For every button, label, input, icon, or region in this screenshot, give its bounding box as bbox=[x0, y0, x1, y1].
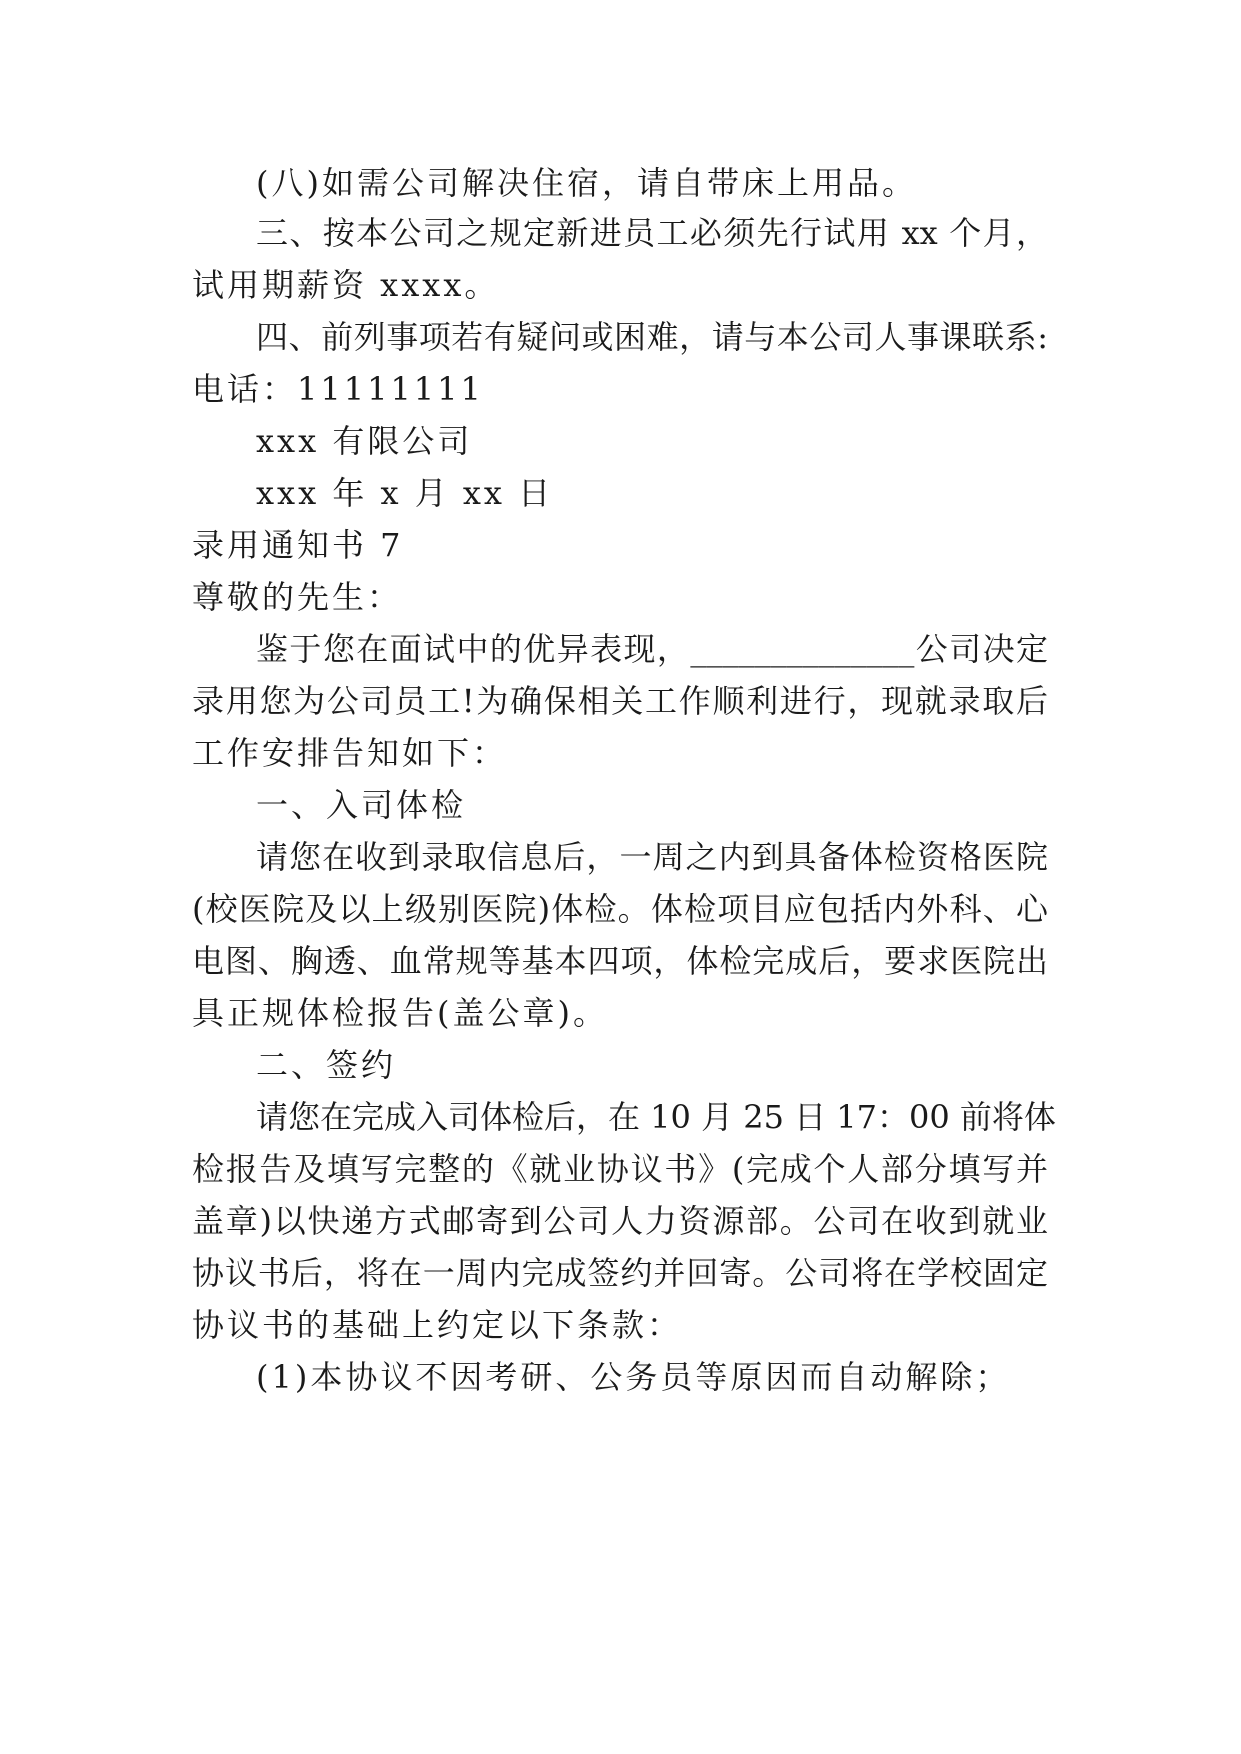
paragraph-probation-line-2: 试用期薪资 xxxx。 bbox=[192, 266, 500, 304]
signing-line-4: 协议书后，将在一周内完成签约并回寄。公司将在学校固定 bbox=[192, 1254, 1048, 1292]
item-heading-signing: 二、签约 bbox=[256, 1046, 397, 1084]
salutation: 尊敬的先生： bbox=[192, 578, 403, 616]
paragraph-housing-note: (八)如需公司解决住宿，请自带床上用品。 bbox=[256, 164, 917, 202]
medical-line-2: (校医院及以上级别医院)体检。体检项目应包括内外科、心 bbox=[192, 890, 1048, 928]
signing-line-2: 检报告及填写完整的《就业协议书》(完成个人部分填写并 bbox=[192, 1150, 1048, 1188]
medical-line-4: 具正规体检报告(盖公章)。 bbox=[192, 994, 608, 1032]
medical-line-1: 请您在收到录取信息后，一周之内到具备体检资格医院 bbox=[256, 838, 1048, 876]
signing-line-1: 请您在完成入司体检后，在 10 月 25 日 17：00 前将体 bbox=[256, 1098, 1056, 1136]
intro-line-3: 工作安排告知如下： bbox=[192, 734, 508, 772]
company-signature: xxx 有限公司 bbox=[256, 422, 473, 460]
contact-phone: 电话：11111111 bbox=[192, 370, 484, 408]
paragraph-probation-line-1: 三、按本公司之规定新进员工必须先行试用 xx 个月， bbox=[256, 214, 1048, 252]
intro-line-1: 鉴于您在面试中的优异表现，______________公司决定 bbox=[256, 630, 1048, 668]
item-heading-medical: 一、入司体检 bbox=[256, 786, 467, 824]
intro-line-2: 录用您为公司员工!为确保相关工作顺利进行，现就录取后 bbox=[192, 682, 1048, 720]
clause-1: (1)本协议不因考研、公务员等原因而自动解除； bbox=[256, 1358, 1011, 1396]
signature-date: xxx 年 x 月 xx 日 bbox=[256, 474, 554, 512]
signing-line-3: 盖章)以快递方式邮寄到公司人力资源部。公司在收到就业 bbox=[192, 1202, 1048, 1240]
signing-line-5: 协议书的基础上约定以下条款： bbox=[192, 1306, 683, 1344]
paragraph-contact-line-1: 四、前列事项若有疑问或困难，请与本公司人事课联系: bbox=[256, 318, 1048, 356]
medical-line-3: 电图、胸透、血常规等基本四项，体检完成后，要求医院出 bbox=[192, 942, 1048, 980]
section-heading: 录用通知书 7 bbox=[192, 526, 404, 564]
